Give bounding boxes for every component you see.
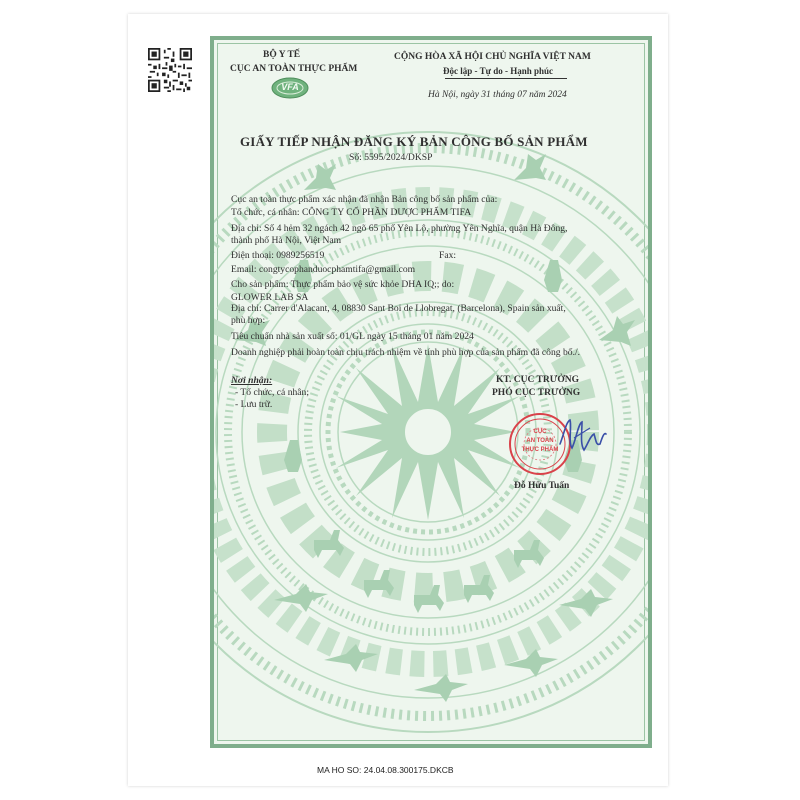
standard-line: Tiêu chuẩn nhà sản xuất số: 01/GL ngày 15 tháng 01 năm 2024 (231, 331, 474, 342)
national-motto: Độc lập - Tự do - Hạnh phúc (443, 66, 554, 76)
recipient-item: - Lưu trữ. (235, 399, 273, 410)
organization-line: Tổ chức, cá nhân: CÔNG TY CỔ PHẦN DƯỢC PHẨM TIFA (231, 207, 472, 218)
dossier-code: MA HO SO: 24.04.08.300175.DKCB (317, 765, 454, 775)
stamp-text-1: CỤC (533, 429, 547, 435)
responsibility-line: Doanh nghiệp phải hoàn toàn chịu trách nhiệm về tính phù hợp của sản phẩm đã công bố./. (231, 347, 581, 358)
vfa-logo-text: VFA (281, 82, 299, 92)
recipient-item: - Tổ chức, cá nhân; (235, 387, 310, 398)
stamp-text-2: AN TOÀN (526, 438, 554, 444)
intro-line: Cục an toàn thực phẩm xác nhận đã nhận Bản công bố sản phẩm của: (231, 194, 498, 205)
fax-line: Fax: (439, 250, 457, 261)
product-line: Cho sản phẩm: Thực phẩm bảo vệ sức khỏe DHA IQ;; do: (231, 279, 455, 290)
vfa-logo (270, 76, 310, 100)
signature-title-1: KT. CỤC TRƯỞNG (496, 375, 579, 385)
agency-name: CỤC AN TOÀN THỰC PHẨM (230, 64, 358, 74)
document-title: GIẤY TIẾP NHẬN ĐĂNG KÝ BẢN CÔNG BỐ SẢN PHẨM (240, 134, 588, 149)
manufacturer-name: GLOWER LAB SA (231, 292, 309, 303)
country-name: CỘNG HÒA XÃ HỘI CHỦ NGHĨA VIỆT NAM (394, 52, 591, 62)
email-line: Email: congtycophanduocphamtifa@gmail.com (231, 264, 416, 275)
signature-title-2: PHÓ CỤC TRƯỞNG (492, 388, 581, 398)
signer-name: Đỗ Hữu Tuấn (514, 481, 570, 491)
manufacturer-address-1: Địa chỉ: Carrer d'Alacant, 4, 08830 Sant Boi de Llobregat, (Barcelona), Spain sản xuất, (231, 303, 566, 314)
phone-line: Điện thoại: 0989256519 (231, 250, 325, 261)
ministry-name: BỘ Y TẾ (263, 50, 301, 60)
recipients-label: Nơi nhận: (231, 375, 273, 386)
handwritten-signature (556, 414, 608, 458)
qr-code (148, 48, 192, 92)
address-line-2: thành phố Hà Nội, Việt Nam (231, 235, 342, 246)
place-date: Hà Nội, ngày 31 tháng 07 năm 2024 (428, 90, 567, 100)
document-number: Số: 5595/2024/DKSP (349, 152, 433, 163)
stamp-text-3: THỰC PHẨM (521, 447, 559, 453)
motto-underline (445, 78, 567, 79)
manufacturer-address-2: phù hợp: (231, 315, 266, 326)
address-line-1: Địa chỉ: Số 4 hẻm 32 ngách 42 ngõ 65 phố Yên Lộ, phường Yên Nghĩa, quận Hà Đông, (231, 223, 568, 234)
